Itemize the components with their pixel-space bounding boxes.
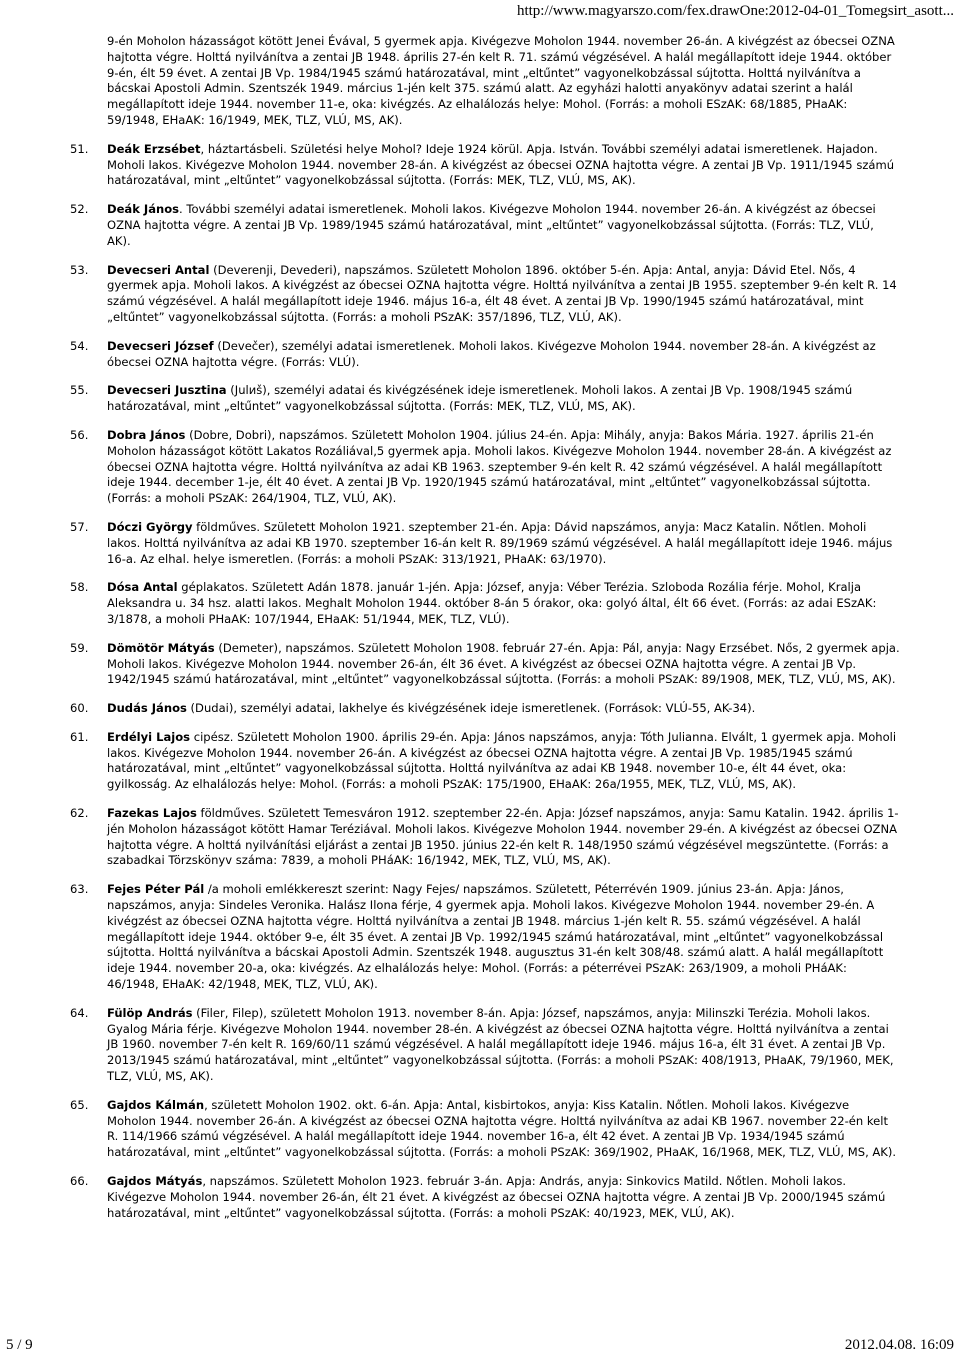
entry-name: Gajdos Kálmán [107, 1097, 205, 1112]
entry-number [60, 701, 107, 717]
entry-details: , háztartásbeli. Születési helye Mohol? Ideje 1924 körül. Apja. István. További személyi adatai ismeretlenek. Hajadon. Moholi lakos. Kivégezve Moholon 1944. november 28-án. A kivégzést az óbecsei OZNA hajtotta végre. A zentai JB Vp. 1911/1945 számú határozatával, mint „eltűntet” vagyonelkobzással sújtotta. (Forrás: MEK, TLZ, VLÚ, MS, AK). [107, 141, 895, 188]
entry-number-text: 66. [70, 1174, 89, 1189]
document-body [60, 34, 900, 1234]
entry-number-text: 54. [70, 338, 89, 353]
entry-number [60, 263, 107, 326]
entry-text [107, 1174, 900, 1221]
entry-name: Erdélyi Lajos [107, 729, 191, 744]
entry-name: Deák Erzsébet [107, 141, 201, 156]
list-item [60, 730, 900, 793]
entry-number-text: 57. [70, 519, 89, 534]
entry-details: (Filer, Filep), született Moholon 1913. november 8-án. Apja: József, napszámos, anyja: Milinszki Terézia. Moholi lakos. Gyalog Mária férje. Kivégezve Moholon 1944. november 28-én. A kivégzést az óbecsei OZNA hajtotta végre. Holttá nyilvánítva a zentai JB 1960. november 7-én kelt R. 169/60/11 számú végzésével. A halál megállapított ideje 1946. május 16-a, élt 31 évet. A zentai JB Vp. 2013/1945 számú határozatával, mint „eltűntet” vagyonelkobzással sújtotta. (Forrás: a moholi PSzAK: 408/1913, PHaAK, 79/1960, MEK, TLZ, VLÚ, MS, AK). [107, 1005, 894, 1084]
entry-list [60, 142, 900, 1222]
entry-name: Fejes Péter Pál [107, 882, 205, 897]
entry-number-text: 63. [70, 882, 89, 897]
entry-text [107, 339, 900, 371]
entry-text [107, 383, 900, 415]
entry-details: , született Moholon 1902. okt. 6-án. Apja: Antal, kisbirtokos, anyja: Kiss Katalin. Nőtlen. Moholi lakos. Kivégezve Moholon 1944. november 26-án. A kivégzést az óbecsei OZNA hajtotta végre. Holttá nyilvánítva az adai KB 1967. november 22-én kelt R. 114/1966 számú végzésével. A halál megállapított ideje 1944. november 16-a, élt 42 évet. A zentai JB Vp. 1934/1945 számú határozatával, mint „eltűntet” vagyonelkobzással sújtotta. (Forrás: a moholi PSzAK: 369/1902, PHaAK, 16/1968, MEK, TLZ, VLÚ, MS, AK). [107, 1097, 897, 1160]
entry-details: . További személyi adatai ismeretlenek. Moholi lakos. Kivégezve Moholon 1944. november 26-án. A kivégzést az óbecsei OZNA hajtotta végre. A zentai JB Vp. 1989/1945 számú határozatával, mint „eltűntet” vagyonelkobzással sújtotta. (Forrás: TLZ, VLÚ, AK). [107, 202, 876, 248]
entry-name: Gajdos Mátyás [107, 1174, 203, 1189]
list-item [60, 383, 900, 415]
entry-number-text: 64. [70, 1005, 89, 1020]
entry-name: Devecseri Jusztina [107, 383, 227, 398]
list-item [60, 1174, 900, 1221]
entry-number-text: 51. [70, 141, 89, 156]
entry-details: (Julиš), személyi adatai és kivégzésének ideje ismeretlenek. Moholi lakos. A zentai JB Vp. 1908/1945 számú határozatával, mint „eltűntet” vagyonelkobzással sújtotta. (Forrás: MEK, TLZ, VLÚ, MS, AK). [107, 383, 853, 414]
entry-text [107, 263, 900, 326]
entry-text [107, 520, 900, 567]
print-datetime: 2012.04.08. 16:09 [844, 1337, 954, 1353]
list-item [60, 580, 900, 627]
entry-name: Dobra János [107, 427, 186, 442]
entry-number-text: 55. [70, 383, 89, 398]
entry-number [60, 428, 107, 507]
entry-number-text: 65. [70, 1097, 89, 1112]
entry-details: géplakatos. Született Adán 1878. január 1-jén. Apja: József, anyja: Véber Terézia. Szloboda Rozália férje. Mohol, Kralja Aleksandra u. 34 hsz. alatti lakos. Meghalt Moholon 1944. október 8-án 5 órakor, oka: golyó által, élt 66 évet. (Forrás: az adai ESzAK: 3/1878, a moholi PHaAK: 107/1944, EHaAK: 51/1944, MEK, TLZ, VLÚ). [107, 580, 877, 626]
list-item [60, 1098, 900, 1161]
entry-number-text: 62. [70, 806, 89, 821]
entry-details: , napszámos. Született Moholon 1923. február 3-án. Apja: András, anyja: Sinkovics Matild. Nőtlen. Moholi lakos. Kivégezve Moholon 1944. november 26-án, élt 21 évet. A kivégzést az óbecsei OZNA hajtotta végre. A zentai JB Vp. 2000/1945 számú határozatával, mint „eltűntet” vagyonelkobzással sújtotta. (Forrás: a moholi PSzAK: 40/1923, MEK, VLÚ, AK). [107, 1174, 886, 1220]
entry-number [60, 1174, 107, 1221]
entry-details: (Dobre, Dobri), napszámos. Született Moholon 1904. július 24-én. Apja: Mihály, anyja: Bakos Mária. 1927. április 21-én Moholon házasságot kötött Lakatos Rozáliával,5 gyermek apja. Moholi lakos. Kivégezve Moholon 1944. november 28-án. A kivégzést az óbecsei OZNA hajtotta végre. Holttá nyilvánítva az adai KB 1963. szeptember 9-én kelt R. 42 számú végzésével. A halál megállapított ideje 1944. december 1-je, élt 40 évet. A zentai JB Vp. 1920/1945 számú határozatával, mint „eltűntet” vagyonelkobzással sújtotta. (Forrás: a moholi PSzAK: 264/1904, TLZ, VLÚ, AK). [107, 427, 892, 506]
entry-number [60, 730, 107, 793]
entry-text [107, 806, 900, 869]
entry-number [60, 882, 107, 993]
entry-details: (Dudai), személyi adatai, lakhelye és kivégzésének ideje ismeretlenek. (Források: VLÚ-55, AK-34). [186, 701, 756, 716]
entry-name: Dóczi György [107, 519, 193, 534]
entry-text [107, 701, 900, 717]
list-item [60, 202, 900, 249]
entry-text [107, 641, 900, 688]
entry-details: (Deverenji, Devederi), napszámos. Született Moholon 1896. október 5-én. Apja: Antal, anyja: Dávid Etel. Nős, 4 gyermek apja. Moholi lakos. A kivégzést az óbecsei OZNA hajtotta végre. Holttá nyilvánítva a zentai JB 1955. szeptember 9-én kelt R. 14 számú végzésével. A halál megállapított ideje 1946. május 16-a, élt 48 évet. A zentai JB Vp. 1990/1945 számú határozatával, mint „eltűntet” vagyonelkobzással sújtotta. (Forrás: a moholi PSzAK: 357/1896, TLZ, VLÚ, AK). [107, 262, 897, 324]
entry-number-text: 60. [70, 701, 89, 716]
entry-number [60, 1006, 107, 1085]
entry-number-text: 52. [70, 202, 89, 217]
entry-number [60, 202, 107, 249]
entry-name: Fülöp András [107, 1005, 193, 1020]
page-url: http://www.magyarszo.com/fex.drawOne:2012-04-01_Tomegsirt_asott... [516, 3, 954, 19]
entry-number-text: 58. [70, 580, 89, 595]
entry-details: (Demeter), napszámos. Született Moholon 1908. február 27-én. Apja: Pál, anyja: Nagy Erzsébet. Nős, 2 gyermek apja. Moholi lakos. Kivégezve Moholon 1944. november 26-án, élt 36 évet. A kivégzést az óbecsei OZNA hajtotta végre. A zentai JB Vp. 1942/1945 számú határozatával, mint „eltűntet” vagyonelkobzással sújtotta. (Forrás: a moholi PSzAK: 89/1908, MEK, TLZ, VLÚ, MS, AK). [107, 640, 900, 687]
entry-name: Fazekas Lajos [107, 806, 197, 821]
entry-number-text: 61. [70, 729, 89, 744]
list-item [60, 806, 900, 869]
entry-number [60, 580, 107, 627]
entry-number [60, 383, 107, 415]
entry-text [107, 142, 900, 189]
list-item [60, 142, 900, 189]
entry-details: (Devečer), személyi adatai ismeretlenek. Moholi lakos. Kivégezve Moholon 1944. november 28-án. A kivégzést az óbecsei OZNA hajtotta végre. (Forrás: VLÚ). [107, 338, 876, 369]
entry-number [60, 142, 107, 189]
list-item [60, 520, 900, 567]
list-item [60, 1006, 900, 1085]
entry-number-text: 59. [70, 640, 89, 655]
page-number: 5 / 9 [6, 1337, 33, 1353]
entry-name: Dömötör Mátyás [107, 640, 215, 655]
list-item [60, 641, 900, 688]
list-item [60, 701, 900, 717]
entry-details: földműves. Született Temesváron 1912. szeptember 22-én. Apja: József napszámos, anyja: Samu Katalin. 1942. április 1-jén Moholon házasságot kötött Hamar Teréziával. Moholi lakos. Kivégezve Moholon 1944. november 29-én. A kivégzést az óbecsei OZNA hajtotta végre. A holttá nyilvánítási eljárást a zentai JB 1950. június 22-én kelt R. 148/1950 számú végzésével megszüntette. (Forrás: a szabadkai Törzskönyv száma: 7839, a moholi PHáAK: 16/1942, MEK, TLZ, VLÚ, MS, AK). [107, 806, 899, 868]
entry-name: Devecseri József [107, 338, 214, 353]
entry-text [107, 1098, 900, 1161]
list-item [60, 882, 900, 993]
entry-details: /a moholi emlékkereszt szerint: Nagy Fejes/ napszámos. Született, Péterrévén 1909. június 23-án. Apja: János, napszámos, anyja: Sindeles Veronika. Halász Ilona férje, 4 gyermek apja. Moholi lakos. Kivégezve Moholon 1944. november 29-én. A kivégzést az óbecsei OZNA hajtotta végre. Holttá nyilvánítva a zentai JB 1948. március 1-jén kelt R. 55. számú végzésével. A halál megállapított ideje 1944. október 9-e, élt 35 évet. A zentai JB Vp. 1992/1945 számú határozatával, mint „eltűntet” vagyonelkobzással sújtotta. Holttá nyilvánítva a bácskai Apostoli Admin. Szentszék 1948. augusztus 31-én kelt 308/48. számú alatt. A halál megállapított ideje 1944. november 20-a, oka: kivégzés. Az elhalálozás helye: Mohol. (Forrás: a péterrévei PSzAK: 263/1909, a moholi PHáAK: 46/1948, EHaAK: 42/1948, MEK, TLZ, VLÚ, AK). [107, 882, 884, 992]
entry-number-text: 53. [70, 262, 89, 277]
entry-name: Dudás János [107, 701, 187, 716]
entry-text [107, 428, 900, 507]
entry-name: Dósa Antal [107, 580, 178, 595]
entry-number [60, 339, 107, 371]
list-item [60, 428, 900, 507]
entry-number [60, 806, 107, 869]
entry-name: Devecseri Antal [107, 262, 210, 277]
entry-number-text: 56. [70, 427, 89, 442]
entry-details: cipész. Született Moholon 1900. április 29-én. Apja: János napszámos, anyja: Tóth Julianna. Elvált, 1 gyermek apja. Moholi lakos. Kivégezve Moholon 1944. november 26-án. A kivégzést az óbecsei OZNA hajtotta végre. A zentai JB Vp. 1985/1945 számú határozatával, mint „eltűntet” vagyonelkobzással sújtotta. Holttá nyilvánítva az adai KB 1948. november 10-e, élt 44 évet, oka: gyilkosság. Az elhalálozás helye: Mohol. (Forrás: a moholi PSzAK: 175/1900, EHaAK: 26a/1955, MEK, TLZ, VLÚ, MS, AK). [107, 729, 897, 792]
entry-text [107, 1006, 900, 1085]
entry-text [107, 202, 900, 249]
entry-number [60, 641, 107, 688]
entry-text [107, 730, 900, 793]
entry-number [60, 1098, 107, 1161]
entry-text [107, 882, 900, 993]
intro-paragraph: 9-én Moholon házasságot kötött Jenei Évával, 5 gyermek apja. Kivégezve Moholon 1944. november 26-án. A kivégzést az óbecsei OZNA hajtotta végre. Holttá nyilvánítva a zentai JB 1948. április 27-én kelt R. 71. számú végzésével. A halál megállapított ideje 1944. október 9-én, élt 59 évet. A zentai JB Vp. 1984/1945 számú határozatával, mint „eltűntet” vagyonelkobzással sújtotta. Holttá nyilvánítva a bácskai Apostoli Admin. Szentszék 1949. március 1-jén kelt 375. számú alatt. Az egyházi halotti anyakönyv adatai szerint a halál megállapított ideje 1944. november 11-e, oka: kivégzés. Az elhalálozás helye: Mohol. (Forrás: a moholi ESzAK: 68/1885, PHaAK: 59/1948, EHaAK: 16/1949, MEK, TLZ, VLÚ, MS, AK). [107, 34, 895, 127]
entry-text [107, 580, 900, 627]
entry-number [60, 520, 107, 567]
entry-name: Deák János [107, 202, 180, 217]
list-item [60, 263, 900, 326]
entry-details: földműves. Született Moholon 1921. szeptember 21-én. Apja: Dávid napszámos, anyja: Macz Katalin. Nőtlen. Moholi lakos. Holttá nyilvánítva az adai KB 1970. szeptember 16-án kelt R. 89/1969 számú végzésével. A halál megállapított ideje 1946. május 16-a. Az elhal. helye ismeretlen. (Forrás: a moholi PSzAK: 313/1921, PHaAK: 63/1970). [107, 519, 893, 566]
list-item [60, 339, 900, 371]
